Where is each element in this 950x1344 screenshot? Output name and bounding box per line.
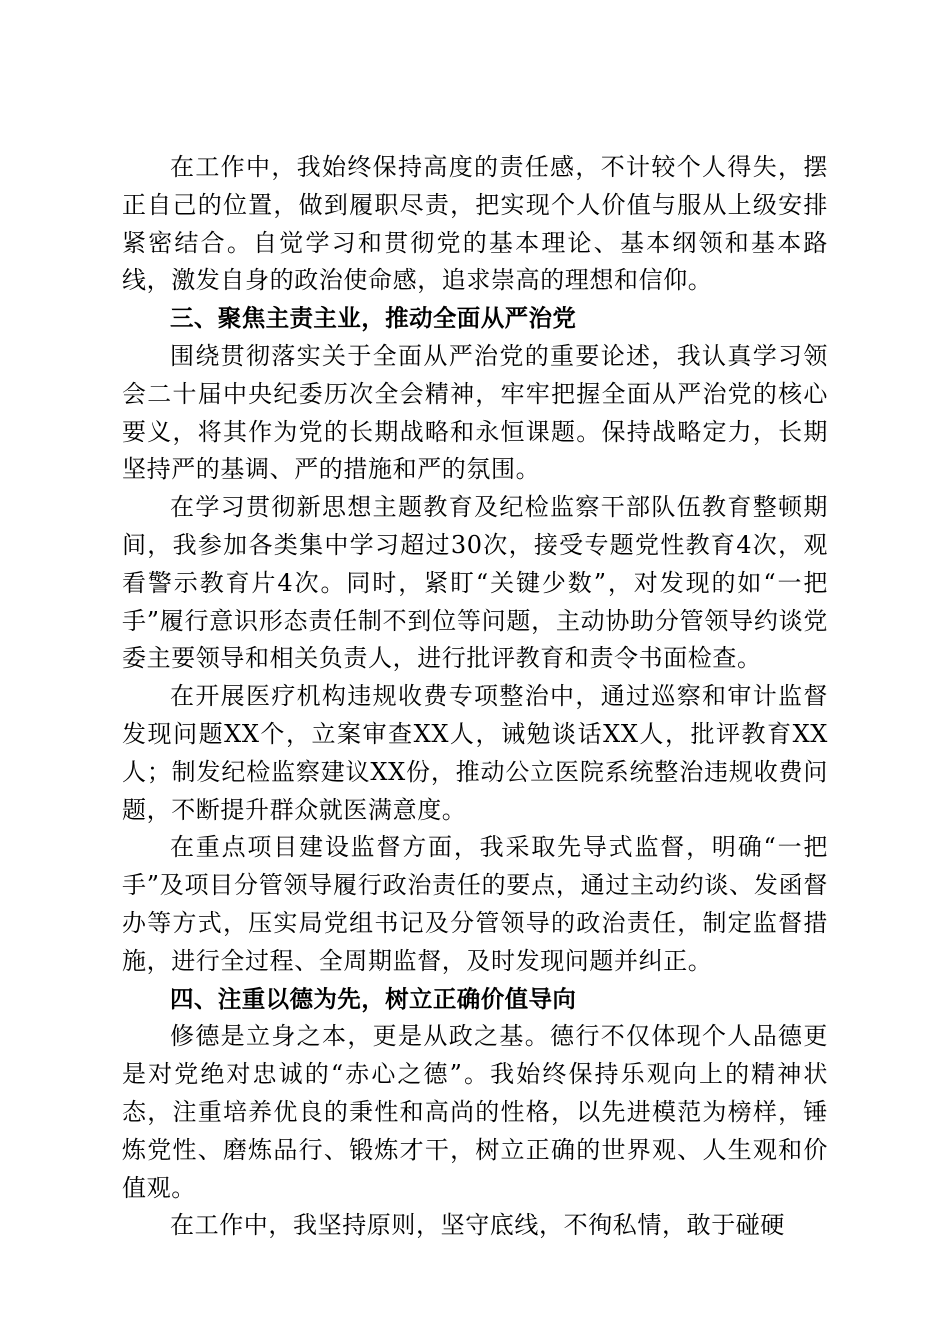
body-paragraph: 在重点项目建设监督方面，我采取先导式监督，明确“一把手”及项目分管领导履行政治责任的要点，通过主动约谈、发函督办等方式，压实局党组书记及分管领导的政治责任，制定监督措施，进行全过程、全周期监督，及时发现问题并纠正。 bbox=[122, 833, 828, 975]
section-heading-4: 四、注重以德为先，树立正确价值导向 bbox=[170, 984, 577, 1013]
document-page bbox=[122, 149, 828, 1245]
body-paragraph: 在工作中，我坚持原则，坚守底线，不徇私情，敢于碰硬 bbox=[170, 1211, 785, 1240]
body-paragraph: 在学习贯彻新思想主题教育及纪检监察干部队伍教育整顿期间，我参加各类集中学习超过30次，接受专题党性教育4次，观看警示教育片4次。同时，紧盯“关键少数”，对发现的如“一把手”履行意识形态责任制不到位等问题，主动协助分管领导约谈党委主要领导和相关负责人，进行批评教育和责令书面检查。 bbox=[122, 493, 828, 673]
section-heading-3: 三、聚焦主责主业，推动全面从严治党 bbox=[170, 304, 577, 333]
body-paragraph: 围绕贯彻落实关于全面从严治党的重要论述，我认真学习领会二十届中央纪委历次全会精神，牢牢把握全面从严治党的核心要义，将其作为党的长期战略和永恒课题。保持战略定力，长期坚持严的基调、严的措施和严的氛围。 bbox=[122, 341, 828, 484]
body-paragraph: 在开展医疗机构违规收费专项整治中，通过巡察和审计监督发现问题XX个，立案审查XX人，诫勉谈话XX人，批评教育XX人；制发纪检监察建议XX份，推动公立医院系统整治违规收费问题，不断提升群众就医满意度。 bbox=[122, 682, 828, 824]
body-paragraph: 在工作中，我始终保持高度的责任感，不计较个人得失，摆正自己的位置，做到履职尽责，把实现个人价值与服从上级安排紧密结合。自觉学习和贯彻党的基本理论、基本纲领和基本路线，激发自身的政治使命感，追求崇高的理想和信仰。 bbox=[122, 153, 828, 295]
body-paragraph: 修德是立身之本，更是从政之基。德行不仅体现个人品德更是对党绝对忠诚的“赤心之德”。我始终保持乐观向上的精神状态，注重培养优良的秉性和高尚的性格，以先进模范为榜样，锤炼党性、磨炼品行、锻炼才干，树立正确的世界观、人生观和价值观。 bbox=[122, 1022, 828, 1202]
